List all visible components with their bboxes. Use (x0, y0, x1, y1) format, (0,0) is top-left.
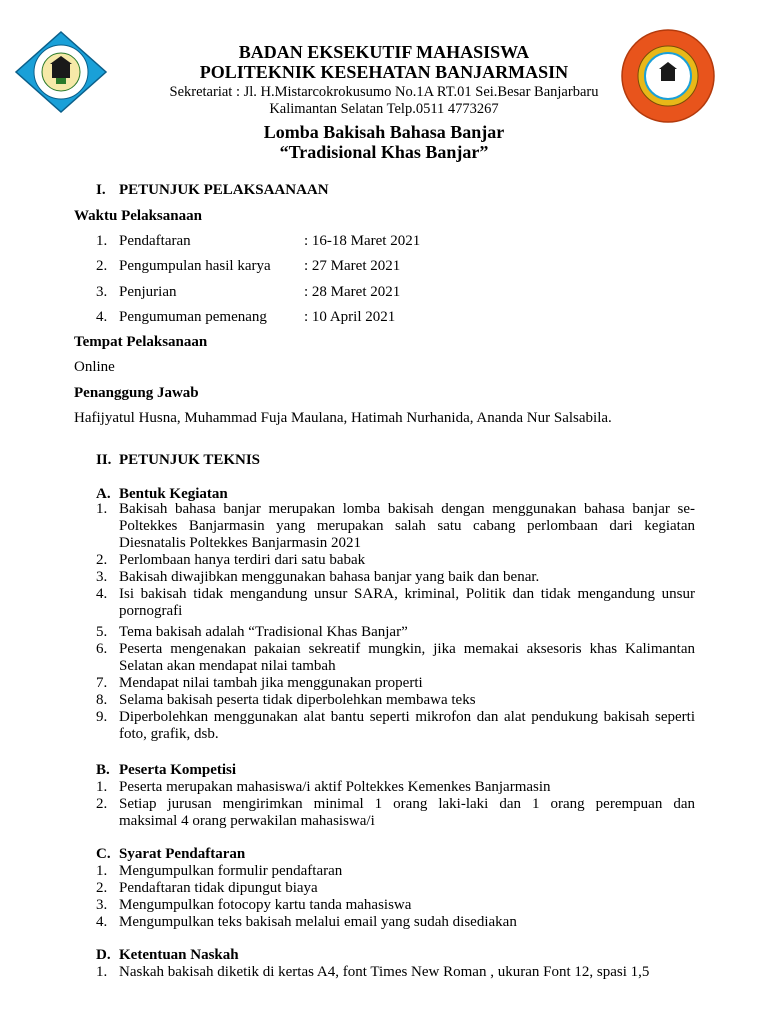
list-item: Perlombaan hanya terdiri dari satu babak (119, 552, 366, 568)
item-number: 1. (96, 779, 108, 795)
item-number: 4. (96, 586, 108, 602)
schedule-num: 3. (96, 284, 108, 300)
document-subtitle: “Tradisional Khas Banjar” (279, 142, 489, 162)
schedule-num: 4. (96, 309, 108, 325)
list-item: Selatan akan mendapat nilai tambah (119, 658, 336, 674)
section-1-title: PETUNJUK PELAKSAANAAN (119, 182, 329, 198)
schedule-value: : 28 Maret 2021 (304, 284, 401, 300)
item-number: 3. (96, 897, 108, 913)
list-item: Peserta mengenakan pakaian sekreatif mungkin, jika memakai aksesoris khas Kalimantan (119, 641, 695, 657)
subsection-a-letter: A. (96, 486, 111, 502)
item-number: 1. (96, 863, 108, 879)
schedule-value: : 10 April 2021 (304, 309, 396, 325)
list-item: Isi bakisah tidak mengandung unsur SARA, kriminal, Politik dan tidak mengandung unsur (119, 586, 695, 602)
item-number: 1. (96, 964, 108, 980)
list-item: Tema bakisah adalah “Tradisional Khas Banjar” (119, 624, 408, 640)
list-item: foto, grafik, dsb. (119, 726, 219, 742)
item-number: 9. (96, 709, 108, 725)
org-name: BADAN EKSEKUTIF MAHASISWA (238, 42, 530, 62)
subsection-d-letter: D. (96, 947, 111, 963)
schedule-num: 1. (96, 233, 108, 249)
list-item: Selama bakisah peserta tidak diperbolehkan membawa teks (119, 692, 476, 708)
poltekkes-logo (14, 30, 108, 114)
list-item: Bakisah diwajibkan menggunakan bahasa banjar yang baik dan benar. (119, 569, 540, 585)
pj-value: Hafijyatul Husna, Muhammad Fuja Maulana, Hatimah Nurhanida, Ananda Nur Salsabila. (74, 410, 612, 426)
list-item: Bakisah bahasa banjar merupakan lomba bakisah dengan menggunakan bahasa banjar se- (119, 501, 695, 517)
subsection-a-title: Bentuk Kegiatan (119, 486, 228, 502)
tempat-value: Online (74, 359, 115, 375)
item-number: 1. (96, 501, 108, 517)
schedule-label: Pengumpulan hasil karya (119, 258, 271, 274)
schedule-num: 2. (96, 258, 108, 274)
subsection-b-title: Peserta Kompetisi (119, 762, 237, 778)
item-number: 4. (96, 914, 108, 930)
school-name: POLITEKNIK KESEHATAN BANJARMASIN (199, 62, 569, 82)
list-item: Diperbolehkan menggunakan alat bantu seperti mikrofon dan alat pendukung bakisah seperti (119, 709, 695, 725)
schedule-label: Pendaftaran (119, 233, 191, 249)
list-item: Mengumpulkan teks bakisah melalui email yang sudah disediakan (119, 914, 517, 930)
list-item: Pendaftaran tidak dipungut biaya (119, 880, 318, 896)
item-number: 2. (96, 880, 108, 896)
waktu-label: Waktu Pelaksanaan (74, 208, 202, 224)
list-item: maksimal 4 orang perwakilan mahasiswa/i (119, 813, 375, 829)
section-2-title: PETUNJUK TEKNIS (119, 452, 261, 468)
section-1-number: I. (96, 182, 106, 198)
item-number: 8. (96, 692, 108, 708)
schedule-value: : 16-18 Maret 2021 (304, 233, 421, 249)
schedule-label: Pengumuman pemenang (119, 309, 267, 325)
subsection-c-letter: C. (96, 846, 111, 862)
schedule-value: : 27 Maret 2021 (304, 258, 401, 274)
list-item: Poltekkes Banjarmasin yang merupakan salah satu cabang perlombaan dari kegiatan (119, 518, 695, 534)
list-item: Peserta merupakan mahasiswa/i aktif Poltekkes Kemenkes Banjarmasin (119, 779, 551, 795)
schedule-label: Penjurian (119, 284, 177, 300)
list-item: Mengumpulkan fotocopy kartu tanda mahasiswa (119, 897, 412, 913)
list-item: Setiap jurusan mengirimkan minimal 1 orang laki-laki dan 1 orang perempuan dan (119, 796, 695, 812)
document-title: Lomba Bakisah Bahasa Banjar (263, 122, 505, 142)
list-item: pornografi (119, 603, 183, 619)
pj-label: Penanggung Jawab (74, 385, 199, 401)
list-item: Diesnatalis Poltekkes Banjarmasin 2021 (119, 535, 362, 551)
item-number: 2. (96, 796, 108, 812)
list-item: Mengumpulkan formulir pendaftaran (119, 863, 343, 879)
tempat-label: Tempat Pelaksanaan (74, 334, 208, 350)
item-number: 2. (96, 552, 108, 568)
address-line-1: Sekretariat : Jl. H.Mistarcokrokusumo No.1A RT.01 Sei.Besar Banjarbaru (169, 84, 599, 100)
subsection-d-title: Ketentuan Naskah (119, 947, 239, 963)
section-2-number: II. (96, 452, 112, 468)
subsection-c-title: Syarat Pendaftaran (119, 846, 246, 862)
item-number: 5. (96, 624, 108, 640)
item-number: 6. (96, 641, 108, 657)
item-number: 3. (96, 569, 108, 585)
item-number: 7. (96, 675, 108, 691)
address-line-2: Kalimantan Selatan Telp.0511 4773267 (269, 101, 499, 117)
list-item: Mendapat nilai tambah jika menggunakan properti (119, 675, 423, 691)
list-item: Naskah bakisah diketik di kertas A4, font Times New Roman , ukuran Font 12, spasi 1,5 (119, 964, 650, 980)
subsection-b-letter: B. (96, 762, 110, 778)
